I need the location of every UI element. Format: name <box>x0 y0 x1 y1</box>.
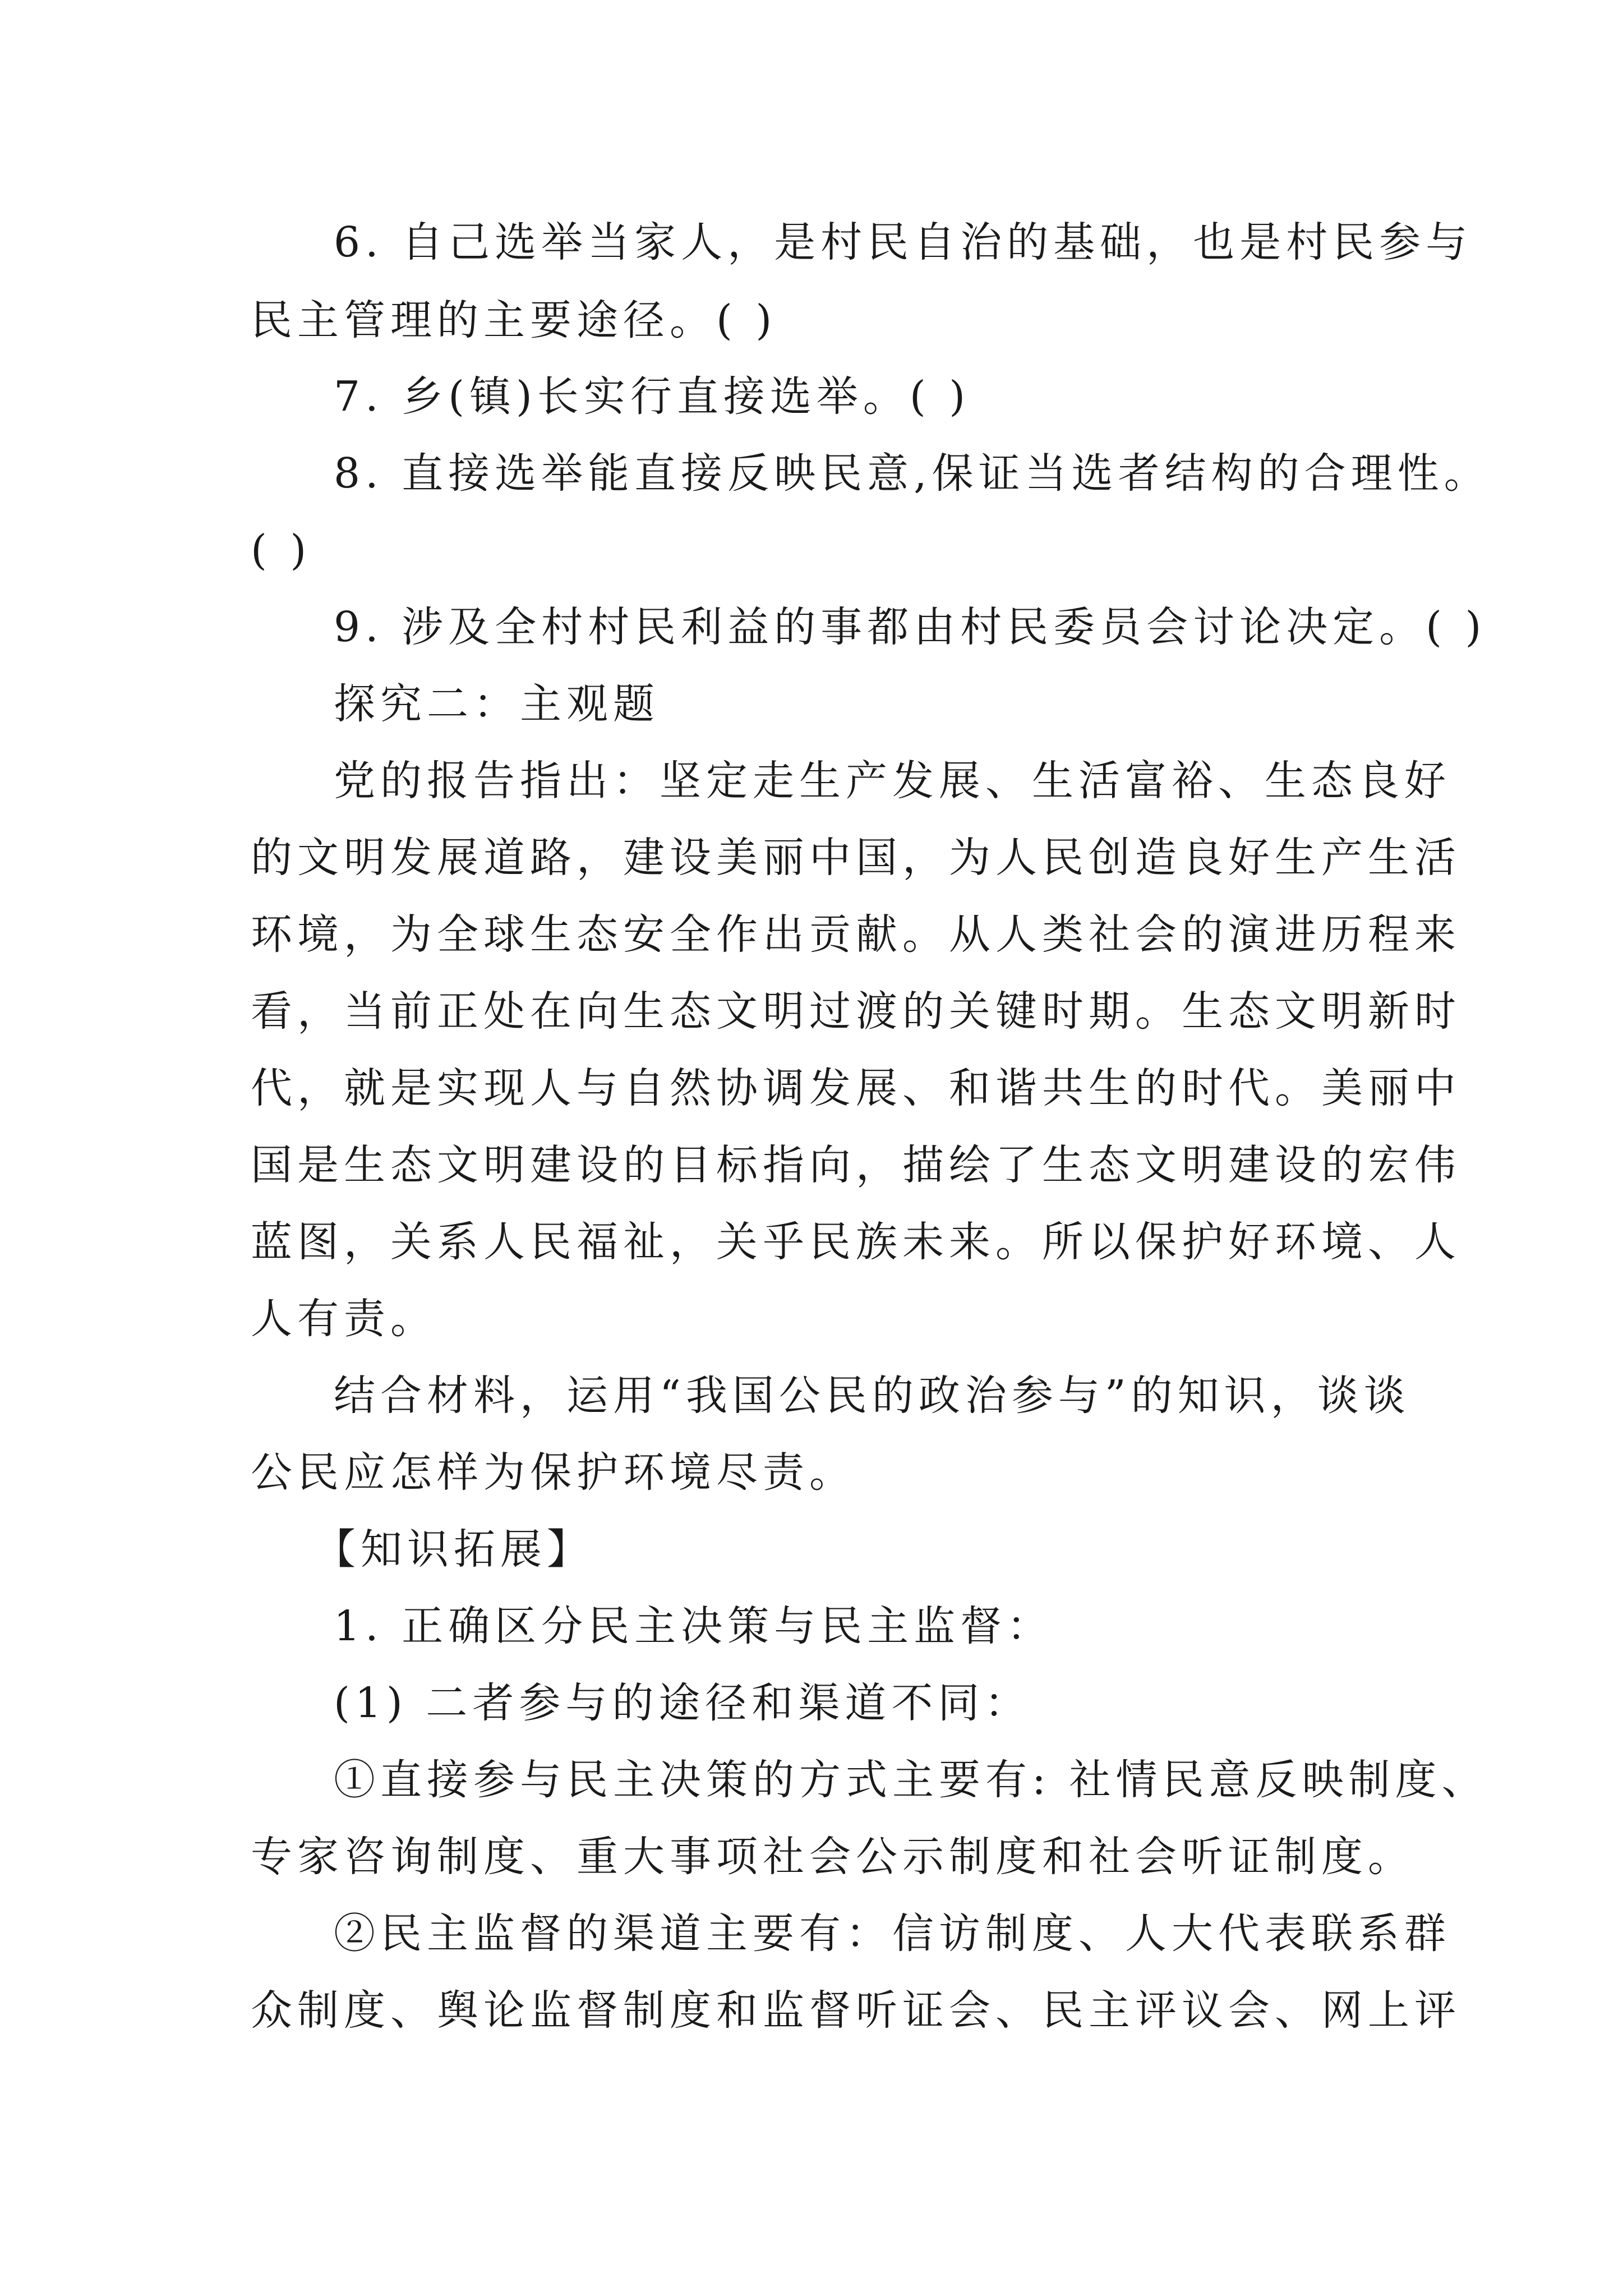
text-line-11: 看，当前正处在向生态文明过渡的关键时期。生态文明新时 <box>251 987 1461 1036</box>
text-line-8: 党的报告指出：坚定走生产发展、生活富裕、生态良好 <box>334 757 1451 805</box>
section-heading: 探究二：主观题 <box>334 680 660 728</box>
text-line-2: 民主管理的主要途径。( ) <box>251 296 777 344</box>
text-line-15: 人有责。 <box>251 1295 437 1343</box>
text-line-17: 公民应怎样为保护环境尽责。 <box>251 1448 856 1497</box>
text-line-22: 专家咨询制度、重大事项社会公示制度和社会听证制度。 <box>251 1833 1414 1881</box>
text-line-5: ( ) <box>251 526 312 574</box>
text-line-14: 蓝图，关系人民福祉，关乎民族未来。所以保护好环境、人 <box>251 1218 1461 1266</box>
text-line-23: ②民主监督的渠道主要有：信访制度、人大代表联系群 <box>334 1910 1451 1958</box>
text-line-9: 的文明发展道路，建设美丽中国，为人民创造良好生产生活 <box>251 834 1461 882</box>
text-line-20: (1) 二者参与的途径和渠道不同： <box>334 1679 1031 1727</box>
text-line-16: 结合材料，运用“我国公民的政治参与”的知识，谈谈 <box>334 1372 1410 1420</box>
text-line-12: 代，就是实现人与自然协调发展、和谐共生的时代。美丽中 <box>251 1064 1461 1112</box>
text-line-24: 众制度、舆论监督制度和监督听证会、民主评议会、网上评 <box>251 1986 1461 2035</box>
text-line-6: 9. 涉及全村村民利益的事都由村民委员会讨论决定。( ) <box>334 603 1487 651</box>
text-line-10: 环境，为全球生态安全作出贡献。从人类社会的演进历程来 <box>251 910 1461 959</box>
text-line-1: 6. 自己选举当家人，是村民自治的基础，也是村民参与 <box>334 218 1473 266</box>
knowledge-heading: 【知识拓展】 <box>314 1525 593 1573</box>
text-line-13: 国是生态文明建设的目标指向，描绘了生态文明建设的宏伟 <box>251 1141 1461 1189</box>
text-line-3: 7. 乡(镇)长实行直接选举。( ) <box>334 372 971 421</box>
text-line-21: ①直接参与民主决策的方式主要有: 社情民意反映制度、 <box>334 1756 1488 1804</box>
text-line-19: 1. 正确区分民主决策与民主监督： <box>334 1602 1054 1650</box>
text-line-4: 8. 直接选举能直接反映民意,保证当选者结构的合理性。 <box>334 449 1491 498</box>
